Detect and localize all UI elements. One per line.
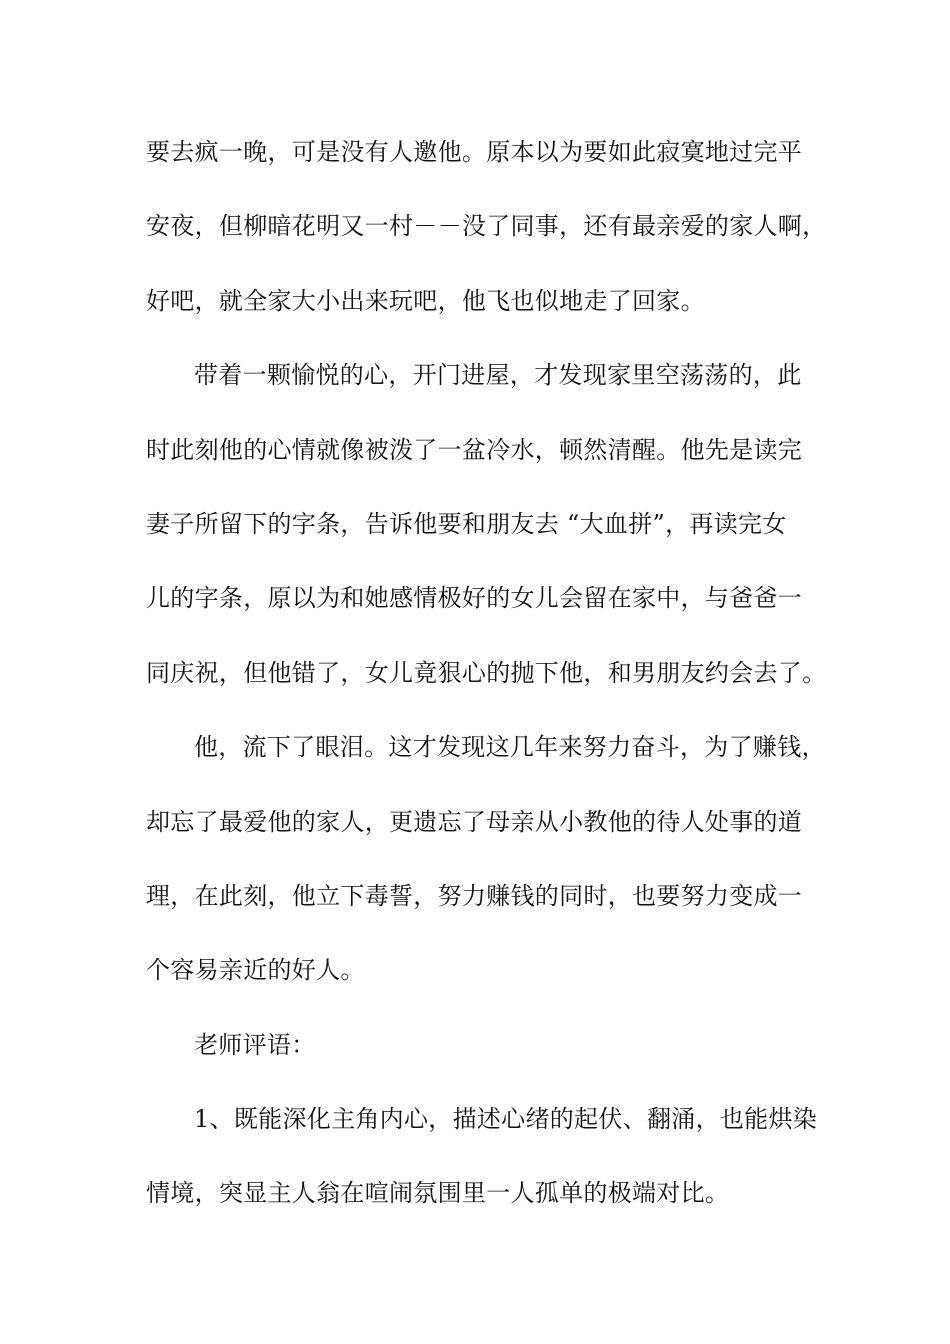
- text-line: 好吧，就全家大小出来玩吧，他飞也似地走了回家。: [146, 286, 705, 315]
- text-line: 情境，突显主人翁在喧闹氛围里一人孤单的极端对比。: [146, 1179, 730, 1208]
- teacher-comment-heading: 老师评语：: [194, 1030, 316, 1059]
- text-line: 理，在此刻，他立下毒誓，努力赚钱的同时，也要努力变成一: [146, 881, 803, 910]
- text-line: 妻子所留下的字条，告诉他要和朋友去 “大血拼”，再读完女: [146, 509, 787, 538]
- text-line: 要去疯一晚，可是没有人邀他。原本以为要如此寂寞地过完平: [146, 138, 803, 166]
- text-line: 同庆祝，但他错了，女儿竟狠心的抛下他，和男朋友约会去了。: [146, 658, 827, 687]
- paragraph-start-line: 他，流下了眼泪。这才发现这几年来努力奋斗，为了赚钱，: [194, 733, 826, 762]
- text-line: 儿的字条，原以为和她感情极好的女儿会留在家中，与爸爸一: [146, 584, 803, 613]
- text-line: 却忘了最爱他的家人，更遗忘了母亲从小教他的待人处事的道: [146, 807, 803, 836]
- document-body: [146, 132, 836, 1248]
- comment-item-line: 1、既能深化主角内心，描述心绪的起伏、翻涌，也能烘染: [194, 1105, 818, 1134]
- text-line: 时此刻他的心情就像被泼了一盆冷水，顿然清醒。他先是读完: [146, 435, 803, 464]
- text-line: 安夜，但柳暗花明又一村－－没了同事，还有最亲爱的家人啊，: [146, 212, 827, 241]
- text-line: 个容易亲近的好人。: [146, 956, 365, 985]
- paragraph-start-line: 带着一颗愉悦的心，开门进屋，才发现家里空荡荡的，此: [194, 361, 802, 390]
